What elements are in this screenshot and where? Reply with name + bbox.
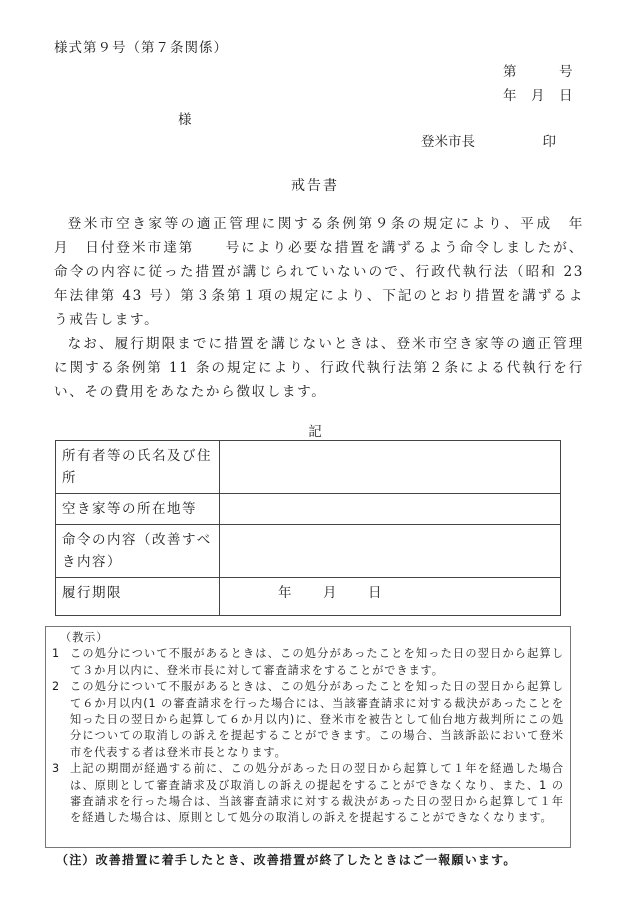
document-number: 第 号 xyxy=(503,64,573,80)
table-row-owner xyxy=(56,441,561,494)
notice-item-text: この処分について不服があるときは、この処分があったことを知った日の翌日から起算して６か月以内(1 の審査請求を行った場合には、当該審査請求に対する裁決があったことを知った日の翌日から起算して６か月以内)に、登米市を被告として仙台地方裁判所にこの処分についての取消しの訴えを提起することができます。この場合、当該訴訟において登米市を代表する者は登米市長となります。 xyxy=(70,680,564,759)
order-content-value xyxy=(220,525,561,578)
owner-label: 所有者等の氏名及び住所 xyxy=(56,441,220,494)
body-paragraph-1: 登米市空き家等の適正管理に関する条例第９条の規定により、平成 年 月 日付登米市達第 号により必要な措置を講ずるよう命令しましたが、命令の内容に従った措置が講じられていないので、行政代執行法（昭和 23 年法律第 43 号）第３条第１項の規定により、下記のとおり措置を講ずるよう戒告します。 xyxy=(54,216,600,328)
deadline-value xyxy=(220,578,561,616)
table-row-location xyxy=(56,494,561,525)
notice-item xyxy=(52,679,564,761)
deadline-month: 月 xyxy=(323,585,338,601)
document-title: 戒告書 xyxy=(291,178,339,194)
notice-item-number: 1 xyxy=(52,647,61,661)
form-number: 様式第９号（第７条関係） xyxy=(54,40,228,56)
location-value xyxy=(220,494,561,525)
order-content-label: 命令の内容（改善すべき内容） xyxy=(56,525,220,578)
notice-item-number: 2 xyxy=(52,680,61,694)
document-date: 年 月 日 xyxy=(503,88,573,104)
table-row-order xyxy=(56,525,561,578)
deadline-label: 履行期限 xyxy=(56,578,220,616)
body-text xyxy=(54,212,600,404)
notice-item-text: この処分について不服があるときは、この処分があったことを知った日の翌日から起算して３か月以内に、登米市長に対して審査請求をすることができます。 xyxy=(70,647,564,677)
deadline-day: 日 xyxy=(368,585,383,601)
location-label: 空き家等の所在地等 xyxy=(56,494,220,525)
notice-item-text: 上記の期間が経過する前に、この処分があった日の翌日から起算して１年を経過した場合は、原則として審査請求及び取消しの訴えの提起をすることができなくなり、また、1 の審査請求を行った場合は、当該審査請求に対する裁決があった日の翌日から起算して１年を経過した場合は、原則として処分の取消しの訴えを提起することができなくなります。 xyxy=(70,762,564,825)
notice-item xyxy=(52,761,564,827)
ki-heading: 記 xyxy=(308,424,322,440)
deadline-year: 年 xyxy=(278,585,293,601)
notice-item xyxy=(52,646,564,679)
notice-item-number: 3 xyxy=(52,762,61,776)
body-paragraph-2: なお、履行期限までに措置を講じないときは、登米市空き家等の適正管理に関する条例第 11 条の規定により、行政代執行法第２条による代執行を行い、その費用をあなたから徴収します。 xyxy=(54,336,584,400)
issuer-signature: 登米市長 印 xyxy=(421,134,556,150)
table-row-deadline xyxy=(56,578,561,616)
details-table xyxy=(55,440,561,616)
footer-note: （注）改善措置に着手したとき、改善措置が終了したときはご一報願います。 xyxy=(56,853,517,867)
appeal-notice-box xyxy=(45,626,571,848)
notice-heading: （教示） xyxy=(60,631,109,644)
owner-value xyxy=(220,441,561,494)
recipient-honorific: 様 xyxy=(178,112,192,128)
